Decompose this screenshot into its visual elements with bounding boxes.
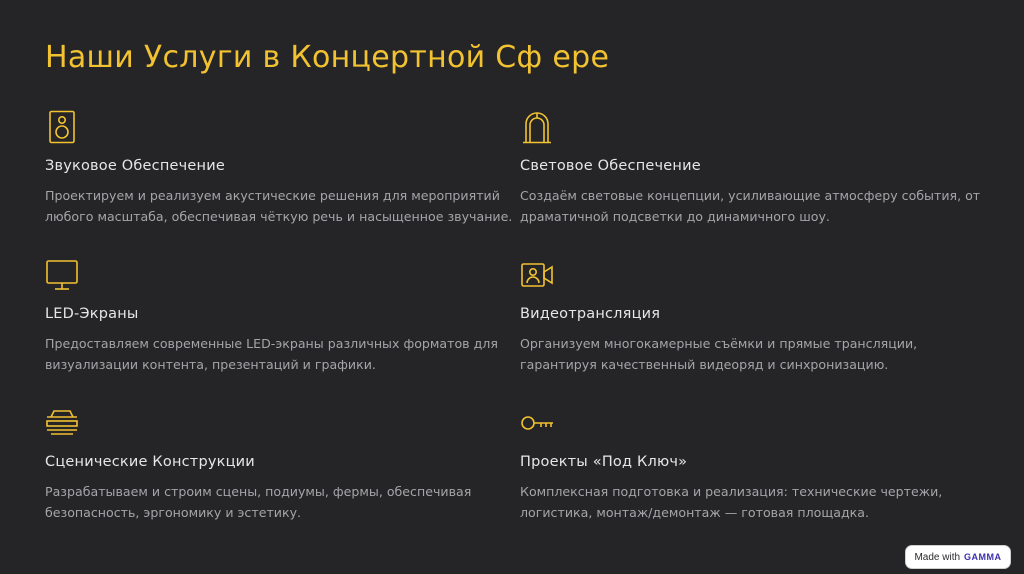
service-card-led-screens (45, 258, 515, 375)
service-card-turnkey (520, 406, 990, 523)
service-card-sound (45, 110, 515, 227)
speaker-icon (45, 110, 79, 144)
gamma-logo: GAMMA (964, 552, 1002, 562)
service-description: Разрабатываем и строим сцены, подиумы, фермы, обеспечивая безопасность, эргономику и эстетику. (45, 484, 472, 520)
service-description: Комплексная подготовка и реализация: технические чертежи, логистика, монтаж/демонтаж — готовая площадка. (520, 484, 943, 520)
page-title: Наши Услуги в Концертной Сф ере (45, 40, 610, 75)
key-icon (520, 406, 554, 440)
monitor-icon (45, 258, 79, 292)
service-title: Световое Обеспечение (520, 158, 701, 174)
service-card-video (520, 258, 990, 375)
service-description: Создаём световые концепции, усиливающие атмосферу события, от драматичной подсветки до динамичного шоу. (520, 188, 981, 224)
stage-light-icon (520, 110, 554, 144)
service-card-stage (45, 406, 515, 523)
service-card-lighting (520, 110, 990, 227)
stage-platform-icon (45, 406, 79, 440)
made-with-gamma-badge[interactable] (906, 546, 1010, 568)
service-description: Предоставляем современные LED-экраны различных форматов для визуализации контента, презентаций и графики. (45, 336, 498, 372)
badge-prefix: Made with (914, 551, 961, 563)
service-title: Сценические Конструкции (45, 454, 255, 470)
video-camera-icon (520, 258, 554, 292)
service-title: LED-Экраны (45, 306, 139, 322)
service-description: Проектируем и реализуем акустические решения для мероприятий любого масштаба, обеспечивая чёткую речь и насыщенное звучание. (45, 188, 513, 224)
service-title: Звуковое Обеспечение (45, 158, 225, 174)
service-title: Видеотрансляция (520, 306, 661, 322)
service-description: Организуем многокамерные съёмки и прямые трансляции, гарантируя качественный видеоряд и синхронизацию. (520, 336, 918, 372)
service-title: Проекты «Под Ключ» (520, 454, 688, 470)
